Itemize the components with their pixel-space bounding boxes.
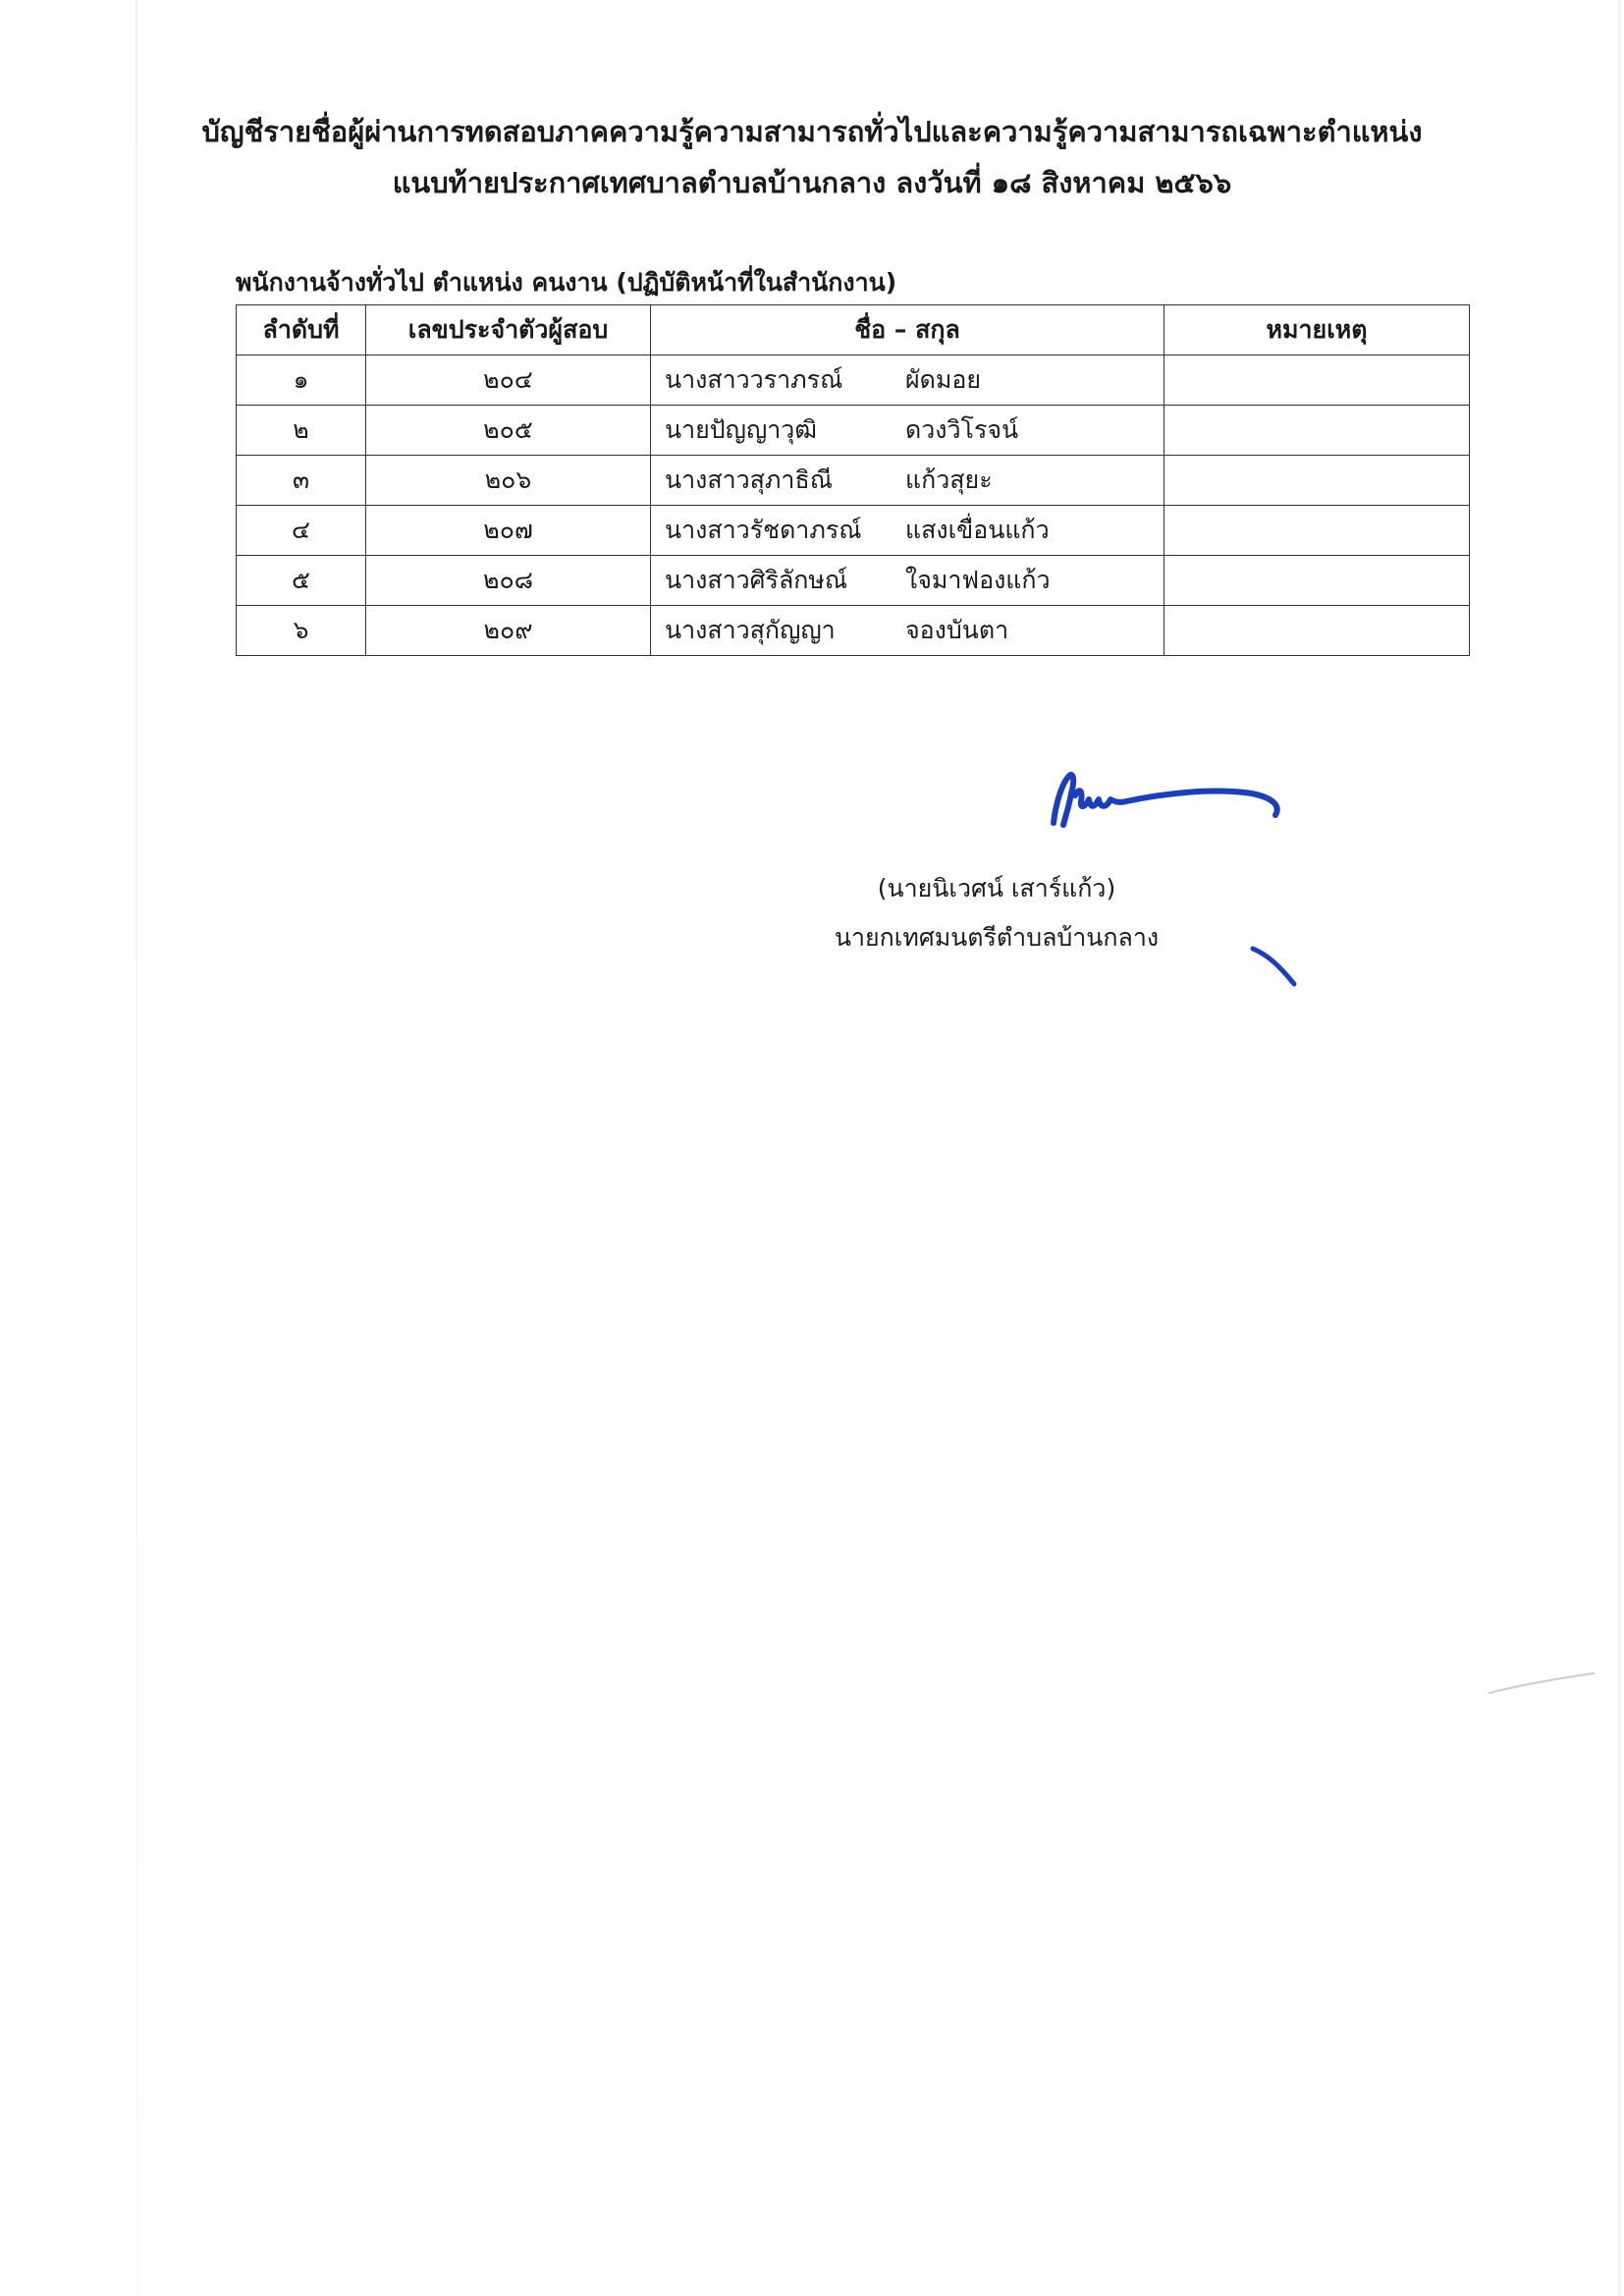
cell-full-name (651, 456, 1164, 506)
cell-exam-id: ๒๐๙ (366, 606, 651, 656)
pen-stroke-mark (1247, 943, 1306, 992)
table-header-row (237, 305, 1470, 355)
header-name: ชื่อ – สกุล (651, 305, 1164, 355)
header-exam-id: เลขประจำตัวผู้สอบ (366, 305, 651, 355)
cell-full-name (651, 506, 1164, 556)
cell-order: ๑ (237, 355, 366, 406)
table-row (237, 355, 1470, 406)
cell-remark (1164, 406, 1470, 456)
first-name: นางสาววราภรณ์ (665, 365, 843, 394)
table-row (237, 506, 1470, 556)
document-title-line-1: บัญชีรายชื่อผู้ผ่านการทดสอบภาคความรู้ความสามารถทั่วไปและความรู้ความสามารถเฉพาะตำแหน่ง (201, 115, 1423, 148)
cell-remark (1164, 506, 1470, 556)
cell-remark (1164, 355, 1470, 406)
cell-order: ๓ (237, 456, 366, 506)
cell-order: ๔ (237, 506, 366, 556)
scan-edge-right (1618, 0, 1621, 2296)
cell-exam-id: ๒๐๖ (366, 456, 651, 506)
cell-full-name (651, 355, 1164, 406)
cell-remark (1164, 606, 1470, 656)
first-name: นายปัญญาวุฒิ (665, 415, 817, 444)
last-name: จองบันตา (905, 616, 1009, 644)
handwritten-signature (1036, 766, 1291, 864)
last-name: ดวงวิโรจน์ (905, 415, 1019, 444)
cell-order: ๖ (237, 606, 366, 656)
cell-remark (1164, 456, 1470, 506)
scan-edge-left (135, 0, 137, 2296)
cell-exam-id: ๒๐๘ (366, 556, 651, 606)
first-name: นางสาวสุกัญญา (665, 616, 836, 644)
cell-exam-id: ๒๐๔ (366, 355, 651, 406)
cell-full-name (651, 606, 1164, 656)
last-name: แสงเขื่อนแก้ว (905, 516, 1050, 544)
last-name: ใจมาฟองแก้ว (905, 566, 1051, 594)
cell-remark (1164, 556, 1470, 606)
document-title-line-2: แนบท้ายประกาศเทศบาลตำบลบ้านกลาง ลงวันที่ ๑๘ สิงหาคม ๒๕๖๖ (392, 166, 1232, 199)
passed-candidates-table (236, 304, 1470, 656)
cell-exam-id: ๒๐๗ (366, 506, 651, 556)
header-remark: หมายเหตุ (1164, 305, 1470, 355)
cell-exam-id: ๒๐๕ (366, 406, 651, 456)
signatory-position: นายกเทศมนตรีตำบลบ้านกลาง (834, 923, 1160, 952)
header-order: ลำดับที่ (237, 305, 366, 355)
cell-full-name (651, 556, 1164, 606)
table-row (237, 606, 1470, 656)
last-name: แก้วสุยะ (905, 465, 993, 494)
table-row (237, 556, 1470, 606)
last-name: ผัดมอย (905, 365, 982, 394)
signatory-name: (นายนิเวศน์ เสาร์แก้ว) (877, 874, 1116, 902)
cell-order: ๒ (237, 406, 366, 456)
first-name: นางสาวรัชดาภรณ์ (665, 516, 862, 544)
first-name: นางสาวศิริลักษณ์ (665, 566, 848, 594)
section-heading: พนักงานจ้างทั่วไป ตำแหน่ง คนงาน (ปฏิบัติหน้าที่ในสำนักงาน) (236, 268, 897, 297)
cell-order: ๕ (237, 556, 366, 606)
table-row (237, 406, 1470, 456)
cell-full-name (651, 406, 1164, 456)
scan-artifact-mark (1488, 1669, 1596, 1699)
table-row (237, 456, 1470, 506)
table-body (237, 355, 1470, 656)
first-name: นางสาวสุภาธิณี (665, 465, 833, 494)
